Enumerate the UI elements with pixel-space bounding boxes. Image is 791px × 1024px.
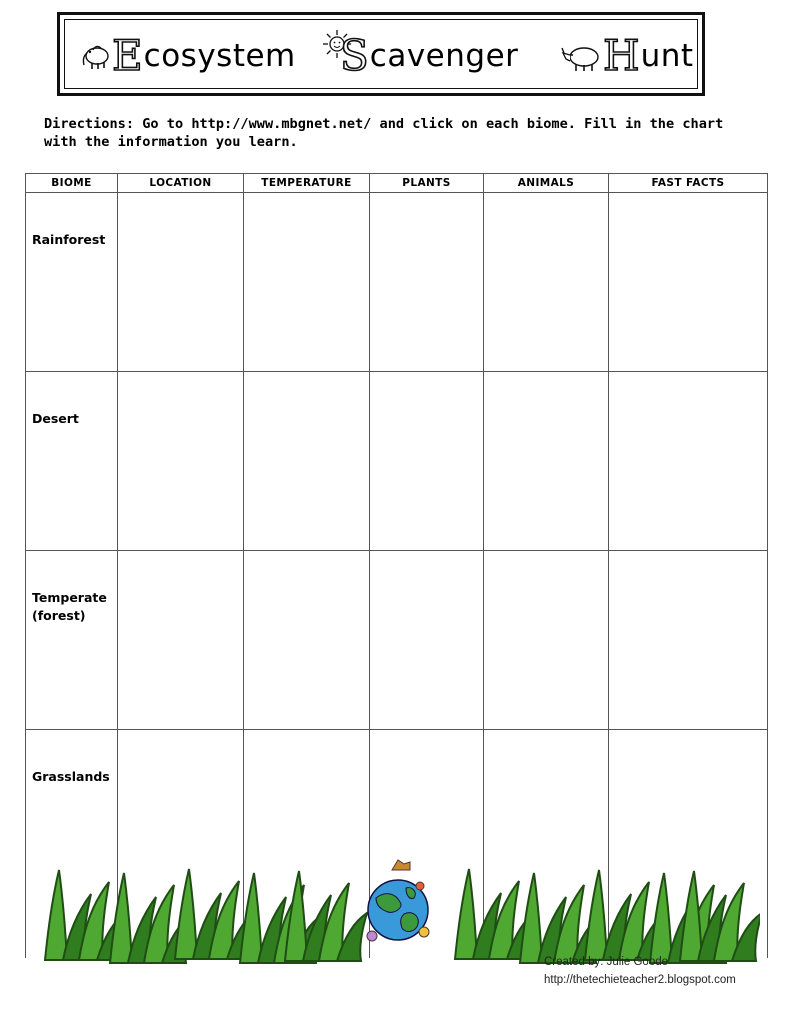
title-banner xyxy=(57,12,705,96)
location-cell[interactable] xyxy=(118,193,244,372)
fast-facts-cell[interactable] xyxy=(609,372,768,551)
biome-label-rainforest: Rainforest xyxy=(32,232,106,247)
biome-cell xyxy=(26,193,118,372)
credit-block xyxy=(544,953,736,989)
header-fast-facts: FAST FACTS xyxy=(609,174,768,193)
fast-facts-cell[interactable] xyxy=(609,551,768,730)
row-desert xyxy=(26,372,768,551)
temperature-cell[interactable] xyxy=(244,372,370,551)
title-rest-e: cosystem xyxy=(143,38,296,74)
temperature-cell[interactable] xyxy=(244,551,370,730)
row-rainforest xyxy=(26,193,768,372)
header-animals: ANIMALS xyxy=(484,174,609,193)
biome-label-grasslands: Grasslands xyxy=(32,769,110,784)
right-grass-patch xyxy=(455,869,760,963)
header-row xyxy=(26,174,768,193)
header-location: LOCATION xyxy=(118,174,244,193)
header-plants: PLANTS xyxy=(370,174,484,193)
biome-label-desert: Desert xyxy=(32,411,79,426)
header-temperature: TEMPERATURE xyxy=(244,174,370,193)
title-word-ecosystem xyxy=(112,33,296,79)
title-cap-h: H xyxy=(603,31,640,80)
location-cell[interactable] xyxy=(118,372,244,551)
title-word-hunt xyxy=(603,33,694,79)
title-cap-s: S xyxy=(340,31,369,80)
header-biome: BIOME xyxy=(26,174,118,193)
location-cell[interactable] xyxy=(118,551,244,730)
biome-chart xyxy=(25,173,768,958)
animals-cell[interactable] xyxy=(484,551,609,730)
biome-label-temperate: Temperate (forest) xyxy=(32,590,107,623)
plants-cell[interactable] xyxy=(370,551,484,730)
directions-text: Directions: Go to http://www.mbgnet.net/ and click on each biome. Fill in the chart with the information you learn. xyxy=(44,116,724,150)
credit-url: http://thetechieteacher2.blogspot.com xyxy=(544,974,736,986)
animals-cell[interactable] xyxy=(484,193,609,372)
row-temperate xyxy=(26,551,768,730)
biome-cell xyxy=(26,372,118,551)
title-word-scavenger xyxy=(340,33,518,79)
fast-facts-cell[interactable] xyxy=(609,193,768,372)
credit-author: Created by: Julie Goode xyxy=(544,956,669,968)
plants-cell[interactable] xyxy=(370,193,484,372)
rhino-icon xyxy=(560,41,604,73)
earth-icon xyxy=(367,860,429,941)
elephant-icon xyxy=(80,41,114,71)
title-rest-h: unt xyxy=(640,38,694,74)
plants-cell[interactable] xyxy=(370,372,484,551)
left-grass-patch xyxy=(45,869,367,963)
temperature-cell[interactable] xyxy=(244,193,370,372)
animals-cell[interactable] xyxy=(484,372,609,551)
title-rest-s: cavenger xyxy=(369,38,519,74)
title-cap-e: E xyxy=(112,31,143,80)
biome-cell xyxy=(26,551,118,730)
